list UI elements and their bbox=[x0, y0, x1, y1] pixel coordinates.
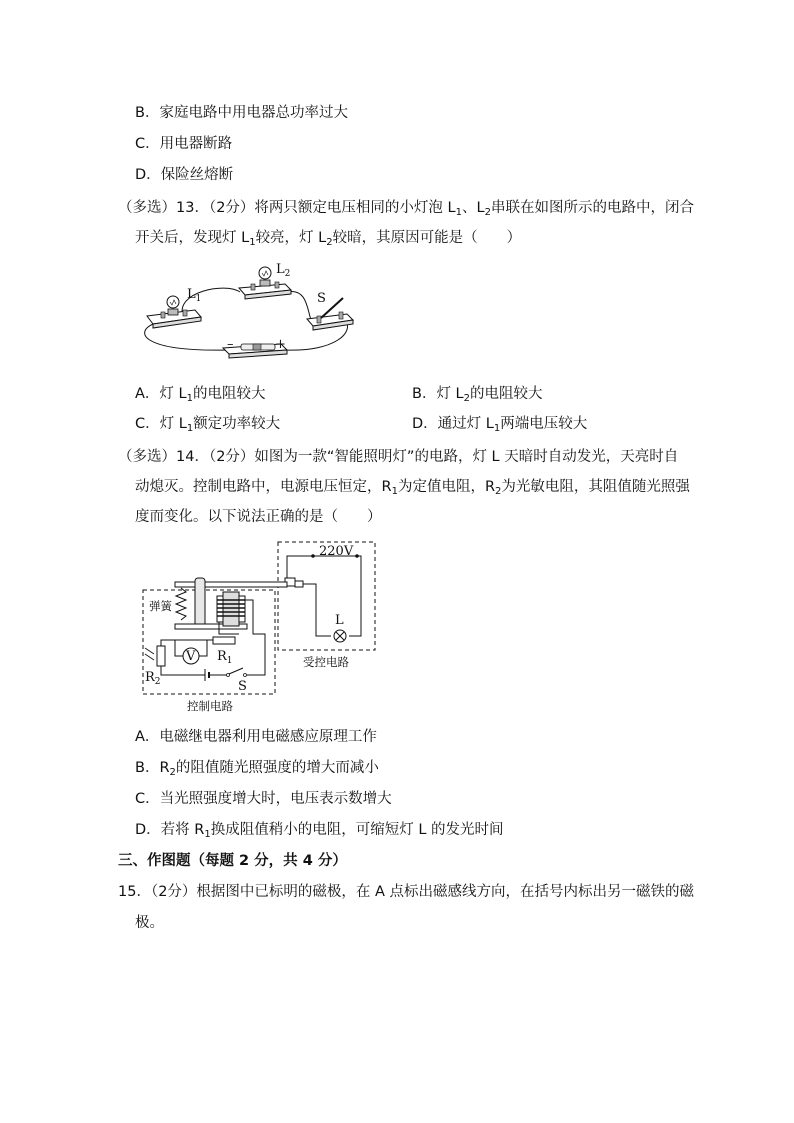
q12-option-b: B．家庭电路中用电器总功率过大 bbox=[135, 105, 348, 121]
q14-option-a: A．电磁继电器利用电磁感应原理工作 bbox=[135, 729, 377, 745]
q12-option-c: C．用电器断路 bbox=[135, 136, 233, 152]
q14-relay-figure bbox=[135, 538, 380, 718]
label-r2: $R_2$ bbox=[145, 670, 161, 687]
electromagnet-coil bbox=[217, 592, 245, 626]
resistor-r1 bbox=[213, 637, 235, 644]
q13-stem-line1: （多选）13．（2分）将两只额定电压相同的小灯泡 $L_1$、$L_2$串联在如图所示的电路中，闭合 bbox=[118, 200, 694, 218]
label-l2: $L_2$ bbox=[276, 262, 291, 279]
caption-controlled-circuit: 受控电路 bbox=[303, 655, 349, 669]
q14-option-b: B．$R_2$的阻值随光照强度的增大而减小 bbox=[135, 760, 379, 778]
caption-control-circuit: 控制电路 bbox=[187, 699, 233, 713]
spring-icon bbox=[176, 588, 186, 620]
photoresistor-r2 bbox=[157, 646, 165, 666]
label-battery-minus: – bbox=[227, 337, 234, 352]
q13-stem-line2: 开关后，发现灯 $L_1$较亮，灯 $L_2$较暗，其原因可能是（ ） bbox=[135, 230, 522, 248]
q13-option-c: C．灯 $L_1$额定功率较大 bbox=[135, 416, 281, 434]
q13-option-d: D．通过灯 $L_1$两端电压较大 bbox=[412, 416, 588, 434]
q14-stem-line1: （多选）14．（2分）如图为一款“智能照明灯”的电路，灯 L 天暗时自动发光，天亮时自 bbox=[118, 449, 679, 465]
label-spring: 弹簧 bbox=[149, 599, 172, 613]
q13-circuit-figure bbox=[135, 262, 360, 368]
q14-option-d: D．若将 $R_1$换成阻值稍小的电阻，可缩短灯 L 的发光时间 bbox=[135, 822, 504, 840]
label-220v: 220V bbox=[319, 544, 354, 559]
section-3-title: 三、作图题（每题 2 分，共 4 分） bbox=[118, 853, 347, 869]
label-r1: $R_1$ bbox=[217, 649, 233, 666]
label-voltmeter: V bbox=[186, 649, 196, 664]
q13-option-b: B．灯 $L_2$的电阻较大 bbox=[412, 386, 543, 404]
q12-option-d: D．保险丝熔断 bbox=[135, 167, 234, 183]
q14-stem-line2: 动熄灭。控制电路中，电源电压恒定，$R_1$为定值电阻，$R_2$为光敏电阻，其阻值随光照强 bbox=[135, 479, 690, 497]
q13-option-a: A．灯 $L_1$的电阻较大 bbox=[135, 386, 266, 404]
label-lamp-l: L bbox=[335, 613, 344, 628]
q15-stem-line1: 15．（2分）根据图中已标明的磁极，在 A 点标出磁感线方向，在括号内标出另一磁铁的磁 bbox=[118, 884, 695, 900]
q15-stem-line2: 极。 bbox=[135, 915, 164, 931]
label-l1: $L_1$ bbox=[187, 287, 202, 304]
label-s: S bbox=[317, 291, 326, 306]
label-switch-s: S bbox=[238, 679, 247, 694]
q14-option-c: C．当光照强度增大时，电压表示数增大 bbox=[135, 791, 392, 807]
relay-armature bbox=[175, 582, 287, 587]
switch-s bbox=[307, 298, 353, 330]
q14-stem-line3: 度而变化。以下说法正确的是（ ） bbox=[135, 509, 382, 525]
label-battery-plus: + bbox=[275, 337, 286, 352]
